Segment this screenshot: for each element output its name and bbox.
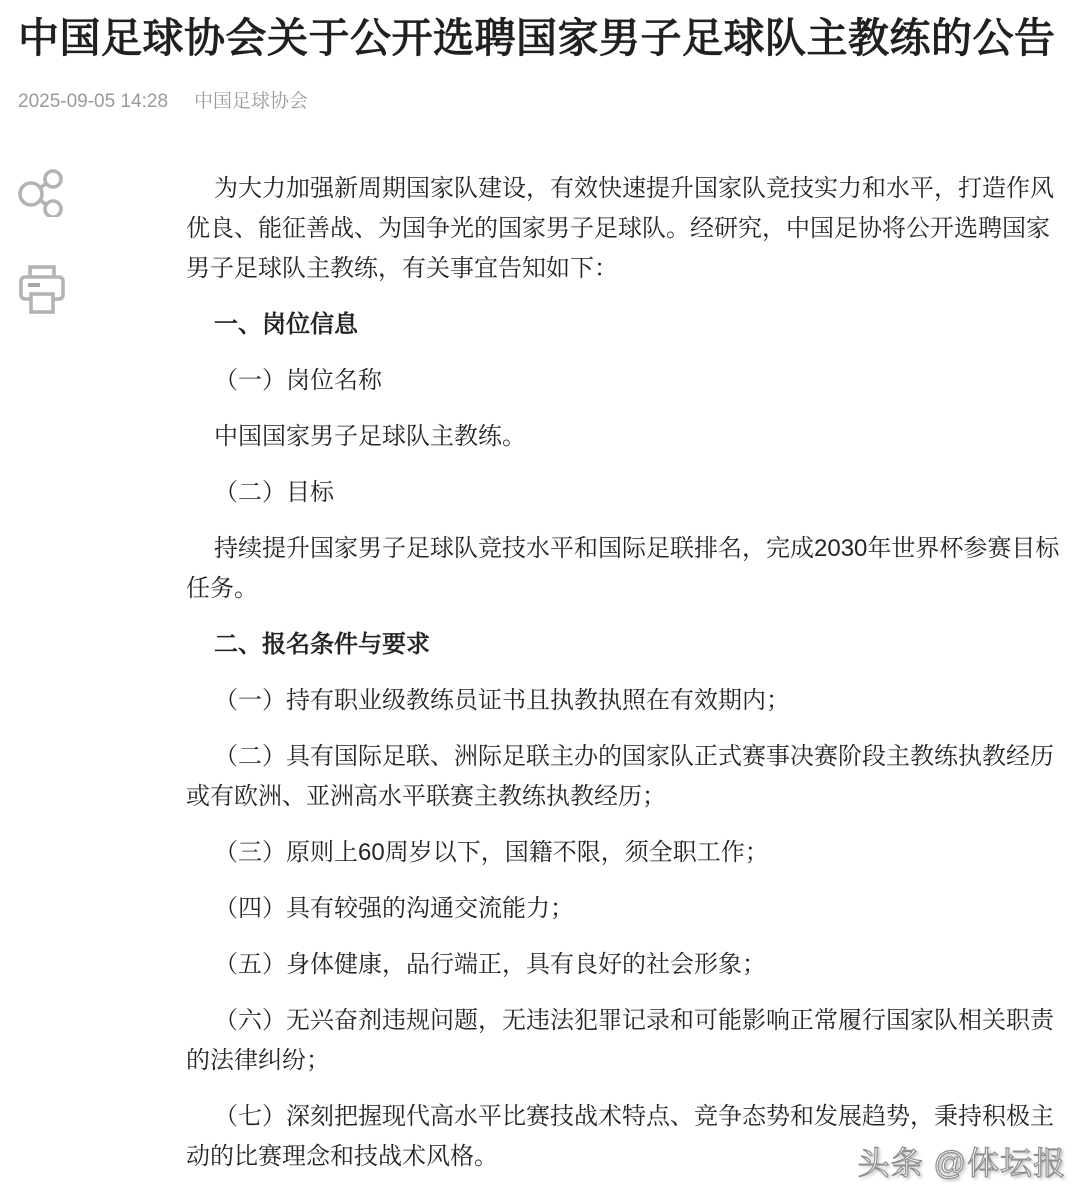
source-name: 中国足球协会: [194, 91, 309, 112]
watermark: 头条 @体坛报: [857, 1145, 1066, 1181]
article-meta: [18, 89, 1062, 115]
publish-date: 2025-09-05 14:28: [18, 91, 169, 112]
print-icon: [18, 264, 66, 316]
section-heading: 二、报名条件与要求: [214, 631, 430, 658]
print-button[interactable]: [18, 264, 66, 312]
article-paragraph: （四）具有较强的沟通交流能力；: [214, 895, 574, 922]
article-paragraph: （三）原则上60周岁以下，国籍不限，须全职工作；: [214, 839, 769, 866]
article-paragraph: （二）目标: [214, 479, 334, 506]
article-paragraph: （七）深刻把握现代高水平比赛技战术特点、竞争态势和发展趋势，秉持积极主动的比赛理念和技战术风格。: [186, 1103, 1054, 1170]
article-paragraph: （六）无兴奋剂违规问题，无违法犯罪记录和可能影响正常履行国家队相关职责的法律纠纷；: [186, 1007, 1054, 1074]
article-paragraph: 为大力加强新周期国家队建设，有效快速提升国家队竞技实力和水平，打造作风优良、能征善战、为国争光的国家男子足球队。经研究，中国足协将公开选聘国家男子足球队主教练，有关事宜告知如下：: [186, 175, 1054, 282]
share-button[interactable]: [18, 169, 66, 217]
article-wrap: [0, 169, 1080, 1177]
article-body: [186, 169, 1080, 1177]
article-paragraph: （一）岗位名称: [214, 367, 382, 394]
article-paragraph: （五）身体健康，品行端正，具有良好的社会形象；: [214, 951, 766, 978]
share-icon: [18, 169, 64, 217]
article-paragraph: 持续提升国家男子足球队竞技水平和国际足联排名，完成2030年世界杯参赛目标任务。: [186, 535, 1060, 602]
article-paragraph: （二）具有国际足联、洲际足联主办的国家队正式赛事决赛阶段主教练执教经历或有欧洲、亚洲高水平联赛主教练执教经历；: [186, 743, 1054, 810]
article-title: 中国足球协会关于公开选聘国家男子足球队主教练的公告: [18, 15, 1056, 61]
article-header: [0, 0, 1080, 115]
tool-rail: [0, 169, 186, 312]
article-paragraph: （一）持有职业级教练员证书且执教执照在有效期内；: [214, 687, 790, 714]
article-paragraph: 中国国家男子足球队主教练。: [214, 423, 526, 450]
section-heading: 一、岗位信息: [214, 311, 358, 338]
